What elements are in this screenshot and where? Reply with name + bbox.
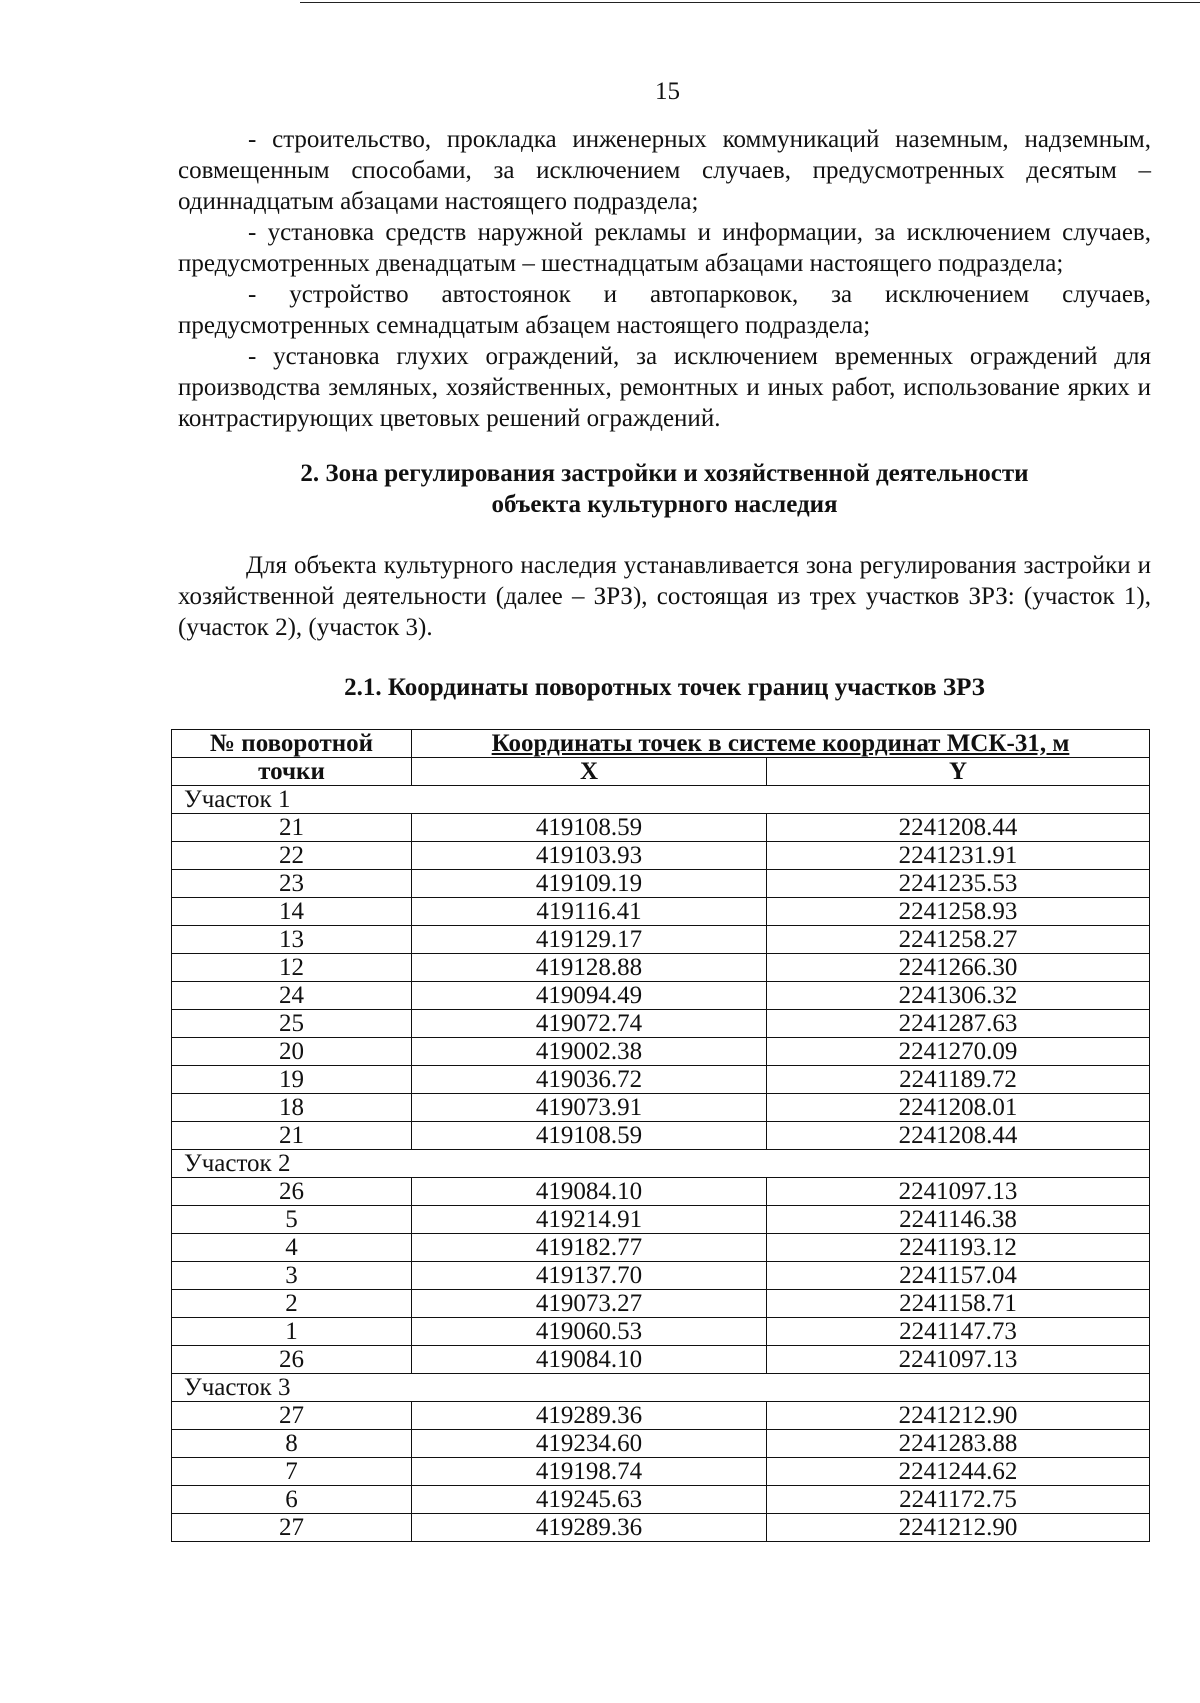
y-coordinate-cell: 2241193.12 — [767, 1234, 1150, 1262]
table-row — [172, 1486, 1150, 1514]
y-coordinate-cell: 2241172.75 — [767, 1486, 1150, 1514]
table-row — [172, 814, 1150, 842]
point-number-cell: 21 — [172, 814, 412, 842]
y-coordinate-cell: 2241266.30 — [767, 954, 1150, 982]
x-coordinate-cell: 419084.10 — [412, 1346, 767, 1374]
point-number-cell: 26 — [172, 1178, 412, 1206]
x-coordinate-cell: 419214.91 — [412, 1206, 767, 1234]
y-coordinate-cell: 2241189.72 — [767, 1066, 1150, 1094]
table-row — [172, 1430, 1150, 1458]
point-number-cell: 1 — [172, 1318, 412, 1346]
table-row — [172, 982, 1150, 1010]
table-row — [172, 1346, 1150, 1374]
x-coordinate-cell: 419137.70 — [412, 1262, 767, 1290]
paragraph-parking: - устройство автостоянок и автопарковок, за исключением случаев, предусмотренных семнадцатым абзацем настоящего подраздела; — [178, 281, 1151, 339]
y-coordinate-cell: 2241270.09 — [767, 1038, 1150, 1066]
section-label: Участок 1 — [172, 786, 1150, 814]
section-row — [172, 786, 1150, 814]
point-number-cell: 20 — [172, 1038, 412, 1066]
header-coordinates: Координаты точек в системе координат МСК-31, м — [412, 730, 1150, 758]
point-number-cell: 5 — [172, 1206, 412, 1234]
table-row — [172, 842, 1150, 870]
section-title-line-1: 2. Зона регулирования застройки и хозяйственной деятельности — [300, 460, 1029, 487]
header-x: X — [412, 758, 767, 786]
table-header-row — [172, 730, 1150, 758]
intro-block — [178, 550, 1151, 643]
point-number-cell: 27 — [172, 1402, 412, 1430]
table-row — [172, 954, 1150, 982]
y-coordinate-cell: 2241283.88 — [767, 1430, 1150, 1458]
x-coordinate-cell: 419002.38 — [412, 1038, 767, 1066]
y-coordinate-cell: 2241258.27 — [767, 926, 1150, 954]
header-y: Y — [767, 758, 1150, 786]
point-number-cell: 21 — [172, 1122, 412, 1150]
x-coordinate-cell: 419245.63 — [412, 1486, 767, 1514]
y-coordinate-cell: 2241287.63 — [767, 1010, 1150, 1038]
x-coordinate-cell: 419103.93 — [412, 842, 767, 870]
x-coordinate-cell: 419234.60 — [412, 1430, 767, 1458]
table-row — [172, 926, 1150, 954]
x-coordinate-cell: 419073.91 — [412, 1094, 767, 1122]
y-coordinate-cell: 2241097.13 — [767, 1178, 1150, 1206]
table-row — [172, 1402, 1150, 1430]
section-row — [172, 1374, 1150, 1402]
section-label: Участок 3 — [172, 1374, 1150, 1402]
section-label: Участок 2 — [172, 1150, 1150, 1178]
y-coordinate-cell: 2241212.90 — [767, 1514, 1150, 1542]
table-row — [172, 1038, 1150, 1066]
table-row — [172, 898, 1150, 926]
top-border-line — [300, 2, 1200, 3]
paragraph-construction: - строительство, прокладка инженерных коммуникаций наземным, надземным, совмещенным способами, за исключением случаев, предусмотренных десятым – одиннадцатым абзацами настоящего подраздела; — [178, 126, 1151, 215]
paragraph-fences: - установка глухих ограждений, за исключением временных ограждений для производства земляных, хозяйственных, ремонтных и иных работ, использование ярких и контрастирующих цветовых решений ограждений. — [178, 343, 1151, 432]
y-coordinate-cell: 2241244.62 — [767, 1458, 1150, 1486]
y-coordinate-cell: 2241258.93 — [767, 898, 1150, 926]
y-coordinate-cell: 2241208.01 — [767, 1094, 1150, 1122]
table-row — [172, 1290, 1150, 1318]
table-row — [172, 870, 1150, 898]
y-coordinate-cell: 2241146.38 — [767, 1206, 1150, 1234]
point-number-cell: 14 — [172, 898, 412, 926]
point-number-cell: 12 — [172, 954, 412, 982]
table-row — [172, 1514, 1150, 1542]
section-title — [178, 458, 1151, 520]
table-row — [172, 1458, 1150, 1486]
x-coordinate-cell: 419060.53 — [412, 1318, 767, 1346]
y-coordinate-cell: 2241235.53 — [767, 870, 1150, 898]
point-number-cell: 26 — [172, 1346, 412, 1374]
point-number-cell: 23 — [172, 870, 412, 898]
point-number-cell: 13 — [172, 926, 412, 954]
point-number-cell: 18 — [172, 1094, 412, 1122]
point-number-cell: 27 — [172, 1514, 412, 1542]
x-coordinate-cell: 419073.27 — [412, 1290, 767, 1318]
x-coordinate-cell: 419108.59 — [412, 814, 767, 842]
table-row — [172, 1318, 1150, 1346]
table-row — [172, 1094, 1150, 1122]
point-number-cell: 8 — [172, 1430, 412, 1458]
y-coordinate-cell: 2241157.04 — [767, 1262, 1150, 1290]
y-coordinate-cell: 2241097.13 — [767, 1346, 1150, 1374]
intro-paragraph: Для объекта культурного наследия устанавливается зона регулирования застройки и хозяйственной деятельности (далее – ЗРЗ), состоящая из трех участков ЗРЗ: (участок 1), (участок 2), (участок 3). — [178, 552, 1151, 641]
header-point-number: № поворотной — [172, 730, 412, 758]
y-coordinate-cell: 2241208.44 — [767, 814, 1150, 842]
x-coordinate-cell: 419036.72 — [412, 1066, 767, 1094]
x-coordinate-cell: 419108.59 — [412, 1122, 767, 1150]
table-row — [172, 1206, 1150, 1234]
x-coordinate-cell: 419072.74 — [412, 1010, 767, 1038]
point-number-cell: 6 — [172, 1486, 412, 1514]
table-title: 2.1. Координаты поворотных точек границ участков ЗРЗ — [344, 674, 985, 701]
x-coordinate-cell: 419182.77 — [412, 1234, 767, 1262]
section-title-line-2: объекта культурного наследия — [491, 491, 838, 518]
x-coordinate-cell: 419084.10 — [412, 1178, 767, 1206]
x-coordinate-cell: 419116.41 — [412, 898, 767, 926]
table-row — [172, 1262, 1150, 1290]
header-point-number-line2: точки — [172, 758, 412, 786]
table-row — [172, 1178, 1150, 1206]
point-number-cell: 2 — [172, 1290, 412, 1318]
point-number-cell: 19 — [172, 1066, 412, 1094]
y-coordinate-cell: 2241147.73 — [767, 1318, 1150, 1346]
section-row — [172, 1150, 1150, 1178]
x-coordinate-cell: 419289.36 — [412, 1402, 767, 1430]
restrictions-list — [178, 124, 1151, 434]
point-number-cell: 4 — [172, 1234, 412, 1262]
table-row — [172, 1122, 1150, 1150]
y-coordinate-cell: 2241158.71 — [767, 1290, 1150, 1318]
x-coordinate-cell: 419198.74 — [412, 1458, 767, 1486]
x-coordinate-cell: 419109.19 — [412, 870, 767, 898]
point-number-cell: 24 — [172, 982, 412, 1010]
y-coordinate-cell: 2241212.90 — [767, 1402, 1150, 1430]
y-coordinate-cell: 2241306.32 — [767, 982, 1150, 1010]
x-coordinate-cell: 419094.49 — [412, 982, 767, 1010]
page-number: 15 — [655, 78, 680, 105]
table-subheader-row — [172, 758, 1150, 786]
y-coordinate-cell: 2241208.44 — [767, 1122, 1150, 1150]
point-number-cell: 7 — [172, 1458, 412, 1486]
table-row — [172, 1010, 1150, 1038]
coordinates-table — [171, 729, 1150, 1542]
x-coordinate-cell: 419129.17 — [412, 926, 767, 954]
table-row — [172, 1234, 1150, 1262]
y-coordinate-cell: 2241231.91 — [767, 842, 1150, 870]
table-body — [172, 786, 1150, 1542]
x-coordinate-cell: 419128.88 — [412, 954, 767, 982]
point-number-cell: 25 — [172, 1010, 412, 1038]
x-coordinate-cell: 419289.36 — [412, 1514, 767, 1542]
paragraph-advertising: - установка средств наружной рекламы и информации, за исключением случаев, предусмотренных двенадцатым – шестнадцатым абзацами настоящего подраздела; — [178, 219, 1151, 277]
table-row — [172, 1066, 1150, 1094]
point-number-cell: 3 — [172, 1262, 412, 1290]
point-number-cell: 22 — [172, 842, 412, 870]
